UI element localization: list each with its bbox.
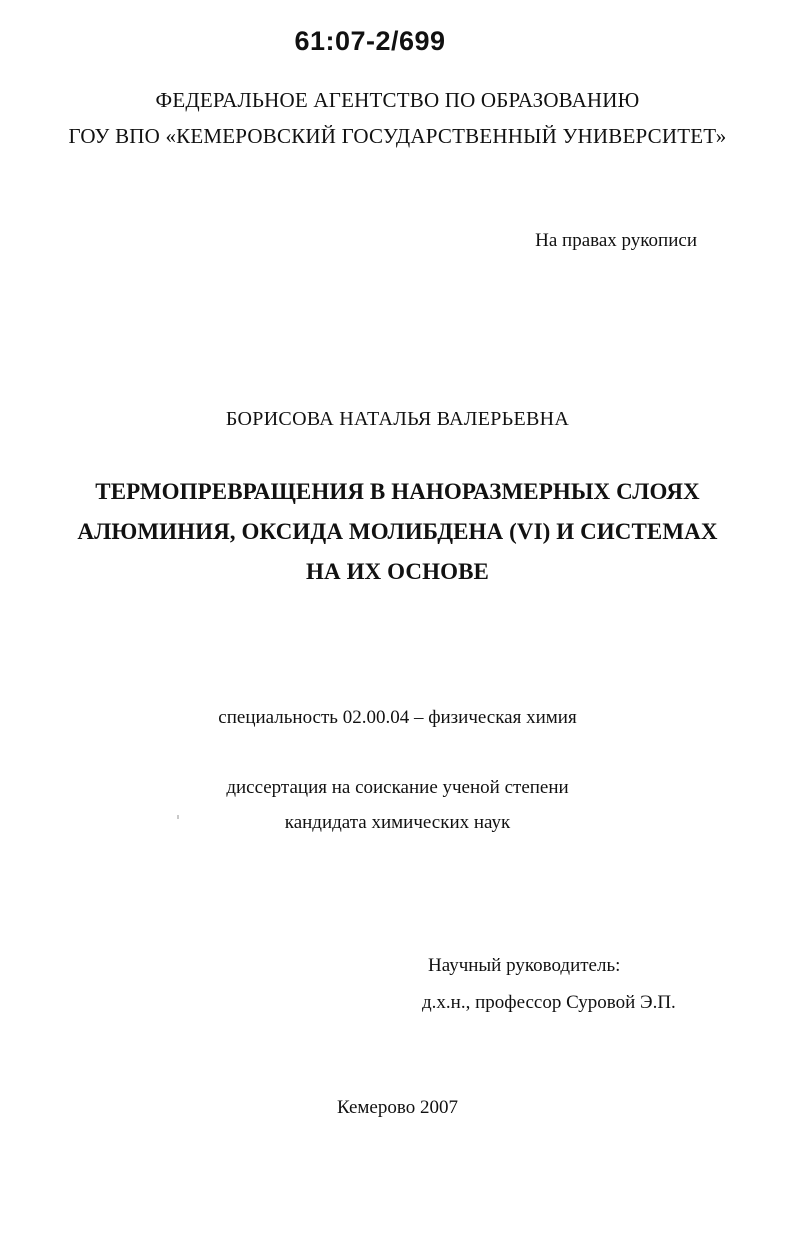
degree-line-2: кандидата химических наук	[284, 812, 511, 833]
dissertation-title-line-1: ТЕРМОПРЕВРАЩЕНИЯ В НАНОРАЗМЕРНЫХ СЛОЯХ	[95, 479, 700, 504]
city-year: Кемерово 2007	[337, 1097, 458, 1118]
advisor-label: Научный руководитель:	[428, 955, 621, 976]
degree-line-1: диссертация на соискание ученой степени	[226, 777, 569, 798]
specialty: специальность 02.00.04 – физическая химия	[218, 707, 577, 728]
advisor-name: д.х.н., профессор Суровой Э.П.	[422, 992, 676, 1013]
dissertation-title-line-3: НА ИХ ОСНОВЕ	[306, 559, 489, 584]
author-name: БОРИСОВА НАТАЛЬЯ ВАЛЕРЬЕВНА	[225, 408, 570, 430]
rights-note: На правах рукописи	[535, 230, 697, 251]
scan-artifact	[177, 815, 179, 819]
university-name: ГОУ ВПО «КЕМЕРОВСКИЙ ГОСУДАРСТВЕННЫЙ УНИВЕРСИТЕТ»	[68, 124, 727, 148]
dissertation-title-line-2: АЛЮМИНИЯ, ОКСИДА МОЛИБДЕНА (VI) И СИСТЕМАХ	[77, 519, 718, 544]
agency-name: ФЕДЕРАЛЬНОЕ АГЕНТСТВО ПО ОБРАЗОВАНИЮ	[155, 88, 640, 112]
catalog-code: 61:07-2/699	[294, 26, 446, 56]
